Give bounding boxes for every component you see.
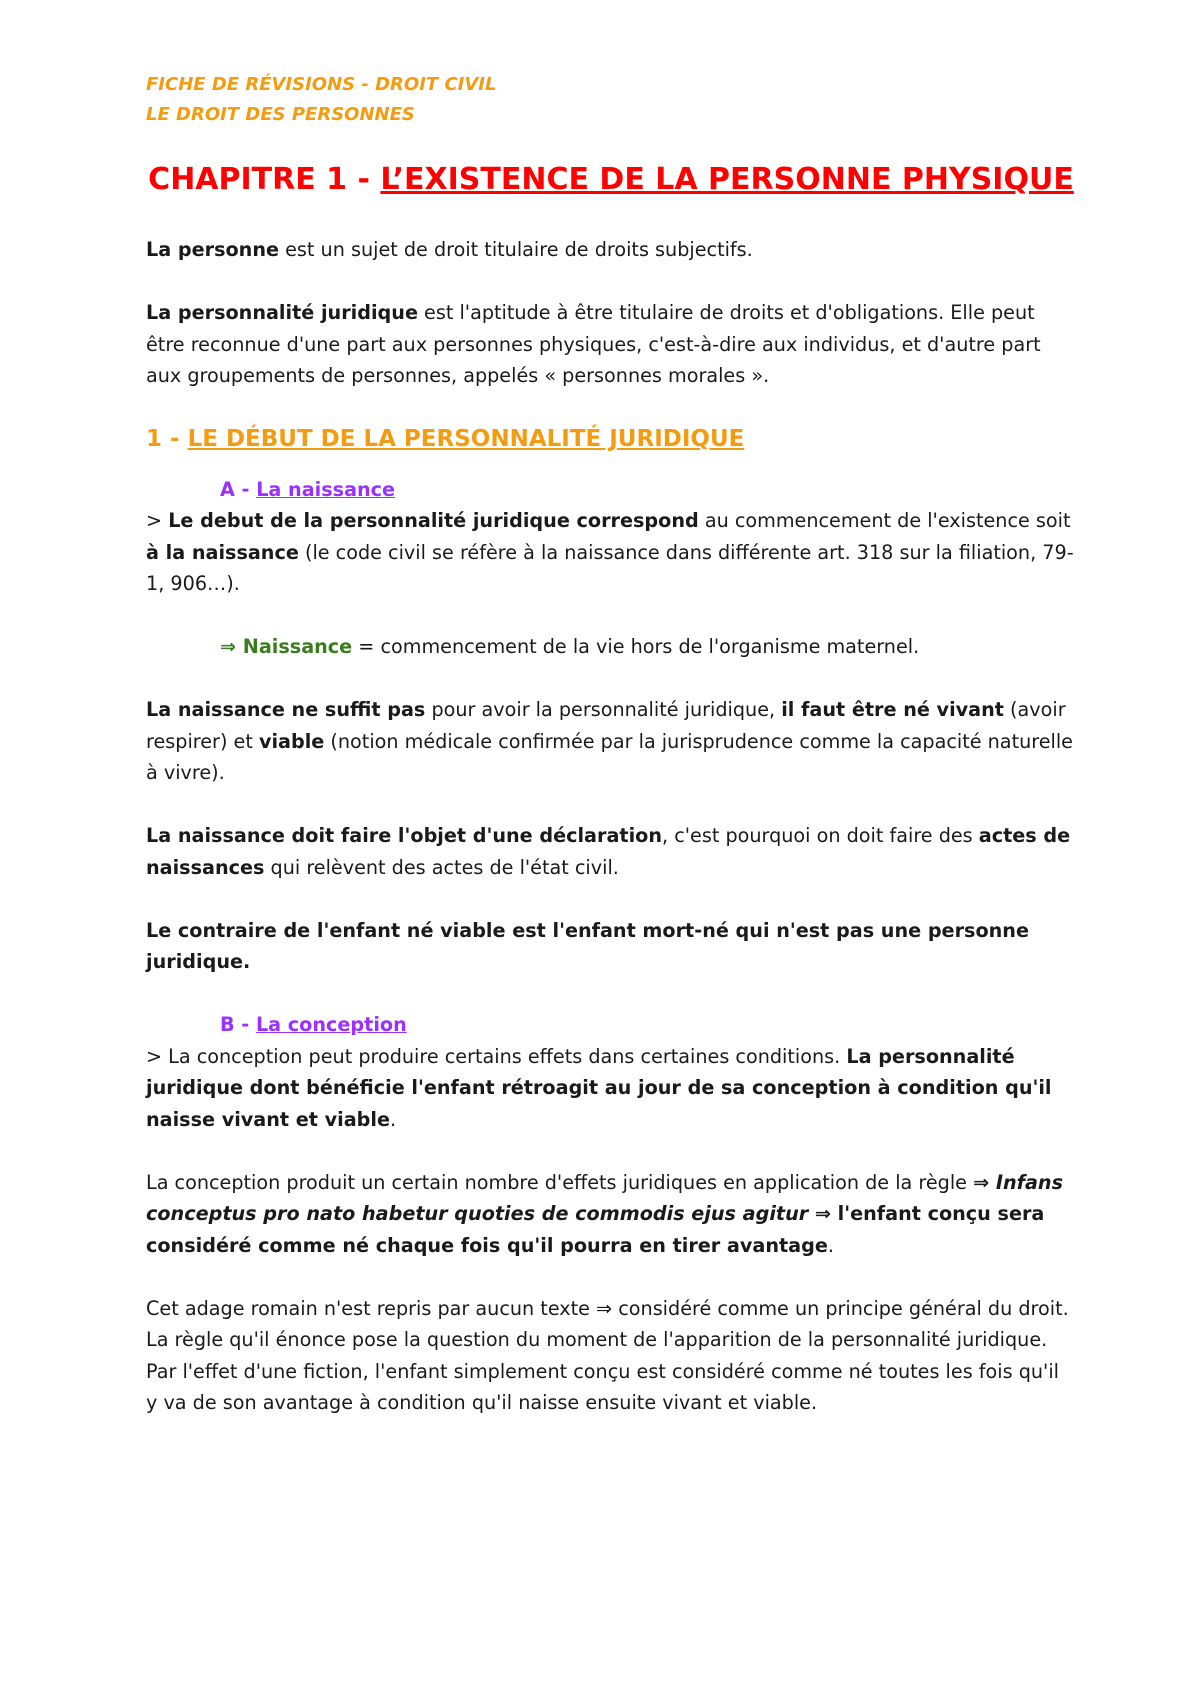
document-body	[146, 70, 1076, 1419]
latin-adage: ⇒ Infans conceptus pro nato habetur quoties de commodis ejus agitur	[146, 1170, 1064, 1225]
subsection-b-paragraph-3: Cet adage romain n'est repris par aucun texte ⇒ considéré comme un principe général du droit. La règle qu'il énonce pose la question du moment de l'apparition de la personnalité juridique. Par l'effet d'une fiction, l'enfant simplement conçu est considéré comme né toutes les fois qu'il y va de son avantage à condition qu'il naisse ensuite vivant et viable.	[146, 1296, 1069, 1414]
subsection-a-title: La naissance	[256, 477, 396, 501]
bold-phrase: La personnalité juridique dont bénéficie l'enfant rétroagit au jour de sa conception à condition qu'il naisse vivant et viable	[146, 1044, 1052, 1131]
intro-term-personne: La personne	[146, 238, 280, 261]
bold-phrase: Le contraire de l'enfant né viable est l'enfant mort-né qui n'est pas une personne juridique.	[146, 918, 1029, 973]
intro-paragraph-1	[146, 234, 1076, 266]
bold-phrase: ⇒ l'enfant conçu sera considéré comme né chaque fois qu'il pourra en tirer avantage	[146, 1202, 1045, 1257]
subsection-a-letter: A -	[220, 477, 257, 501]
text-fragment: , c'est pourquoi on doit faire des	[662, 824, 979, 847]
text-fragment: au commencement de l'existence soit	[698, 509, 1071, 532]
subsection-b-heading	[146, 1009, 1076, 1041]
subsection-b-title: La conception	[255, 1013, 407, 1036]
subsection-b-paragraph-1	[146, 1041, 1076, 1136]
arrow-icon: ⇒	[220, 635, 243, 658]
bold-phrase: La naissance ne suffit pas	[146, 698, 426, 721]
subsection-a-heading	[146, 474, 1076, 506]
subsection-a-paragraph-4	[146, 915, 1076, 978]
chapter-title	[146, 156, 1076, 204]
text-fragment: La conception produit un certain nombre d'effets juridiques en application de la règle	[146, 1170, 974, 1194]
header-line-2: LE DROIT DES PERSONNES	[146, 104, 415, 125]
bold-phrase: viable	[258, 729, 325, 753]
intro-term-personnalite: La personnalité juridique	[146, 301, 418, 324]
chapter-title-main: L’EXISTENCE DE LA PERSONNE PHYSIQUE	[380, 162, 1074, 197]
section-1-heading	[146, 422, 1076, 456]
intro-text-2: est l'aptitude à être titulaire de droits et d'obligations. Elle peut être reconnue d'une part aux personnes physiques, c'est-à-dire aux individus, et d'autre part aux groupements de personnes, appelés « personnes morales ».	[146, 301, 1041, 387]
bold-phrase: La naissance doit faire l'objet d'une déclaration	[146, 824, 663, 847]
text-fragment: (avoir respirer) et	[146, 698, 1066, 753]
intro-text-1: est un sujet de droit titulaire de droits subjectifs.	[279, 238, 753, 261]
subsection-b-paragraph-2	[146, 1167, 1076, 1262]
chapter-title-prefix: CHAPITRE 1 -	[148, 162, 381, 197]
text-fragment: pour avoir la personnalité juridique,	[425, 698, 782, 721]
bold-phrase: actes de naissances	[146, 824, 1071, 879]
subsection-a-paragraph-2	[146, 694, 1076, 789]
section-1-number: 1 -	[146, 425, 188, 452]
bold-phrase: Le debut de la personnalité juridique correspond	[168, 509, 699, 532]
definition-text: = commencement de la vie hors de l'organisme maternel.	[352, 635, 920, 658]
intro-paragraph-2	[146, 297, 1076, 392]
bullet-marker: >	[146, 509, 169, 532]
naissance-definition	[146, 631, 1076, 663]
text-fragment: > La conception peut produire certains effets dans certaines conditions.	[146, 1044, 847, 1068]
definition-term: Naissance	[242, 635, 353, 658]
subsection-b-letter: B -	[220, 1013, 256, 1036]
text-fragment: .	[390, 1107, 397, 1131]
subsection-a-paragraph-1	[146, 505, 1076, 600]
text-fragment: (notion médicale confirmée par la jurisprudence comme la capacité naturelle à vivre).	[146, 729, 1073, 784]
text-fragment: qui relèvent des actes de l'état civil.	[264, 855, 619, 879]
bold-phrase: il faut être né vivant	[781, 698, 1004, 721]
section-1-title: LE DÉBUT DE LA PERSONNALITÉ JURIDIQUE	[187, 425, 745, 452]
text-fragment: .	[827, 1233, 834, 1257]
subsection-a-paragraph-3	[146, 820, 1076, 883]
text-fragment: (le code civil se réfère à la naissance dans différente art. 318 sur la filiation, 79-1, 906…).	[146, 540, 1074, 595]
bold-phrase: à la naissance	[146, 540, 299, 564]
header-line-1: FICHE DE RÉVISIONS - DROIT CIVIL	[146, 74, 497, 95]
